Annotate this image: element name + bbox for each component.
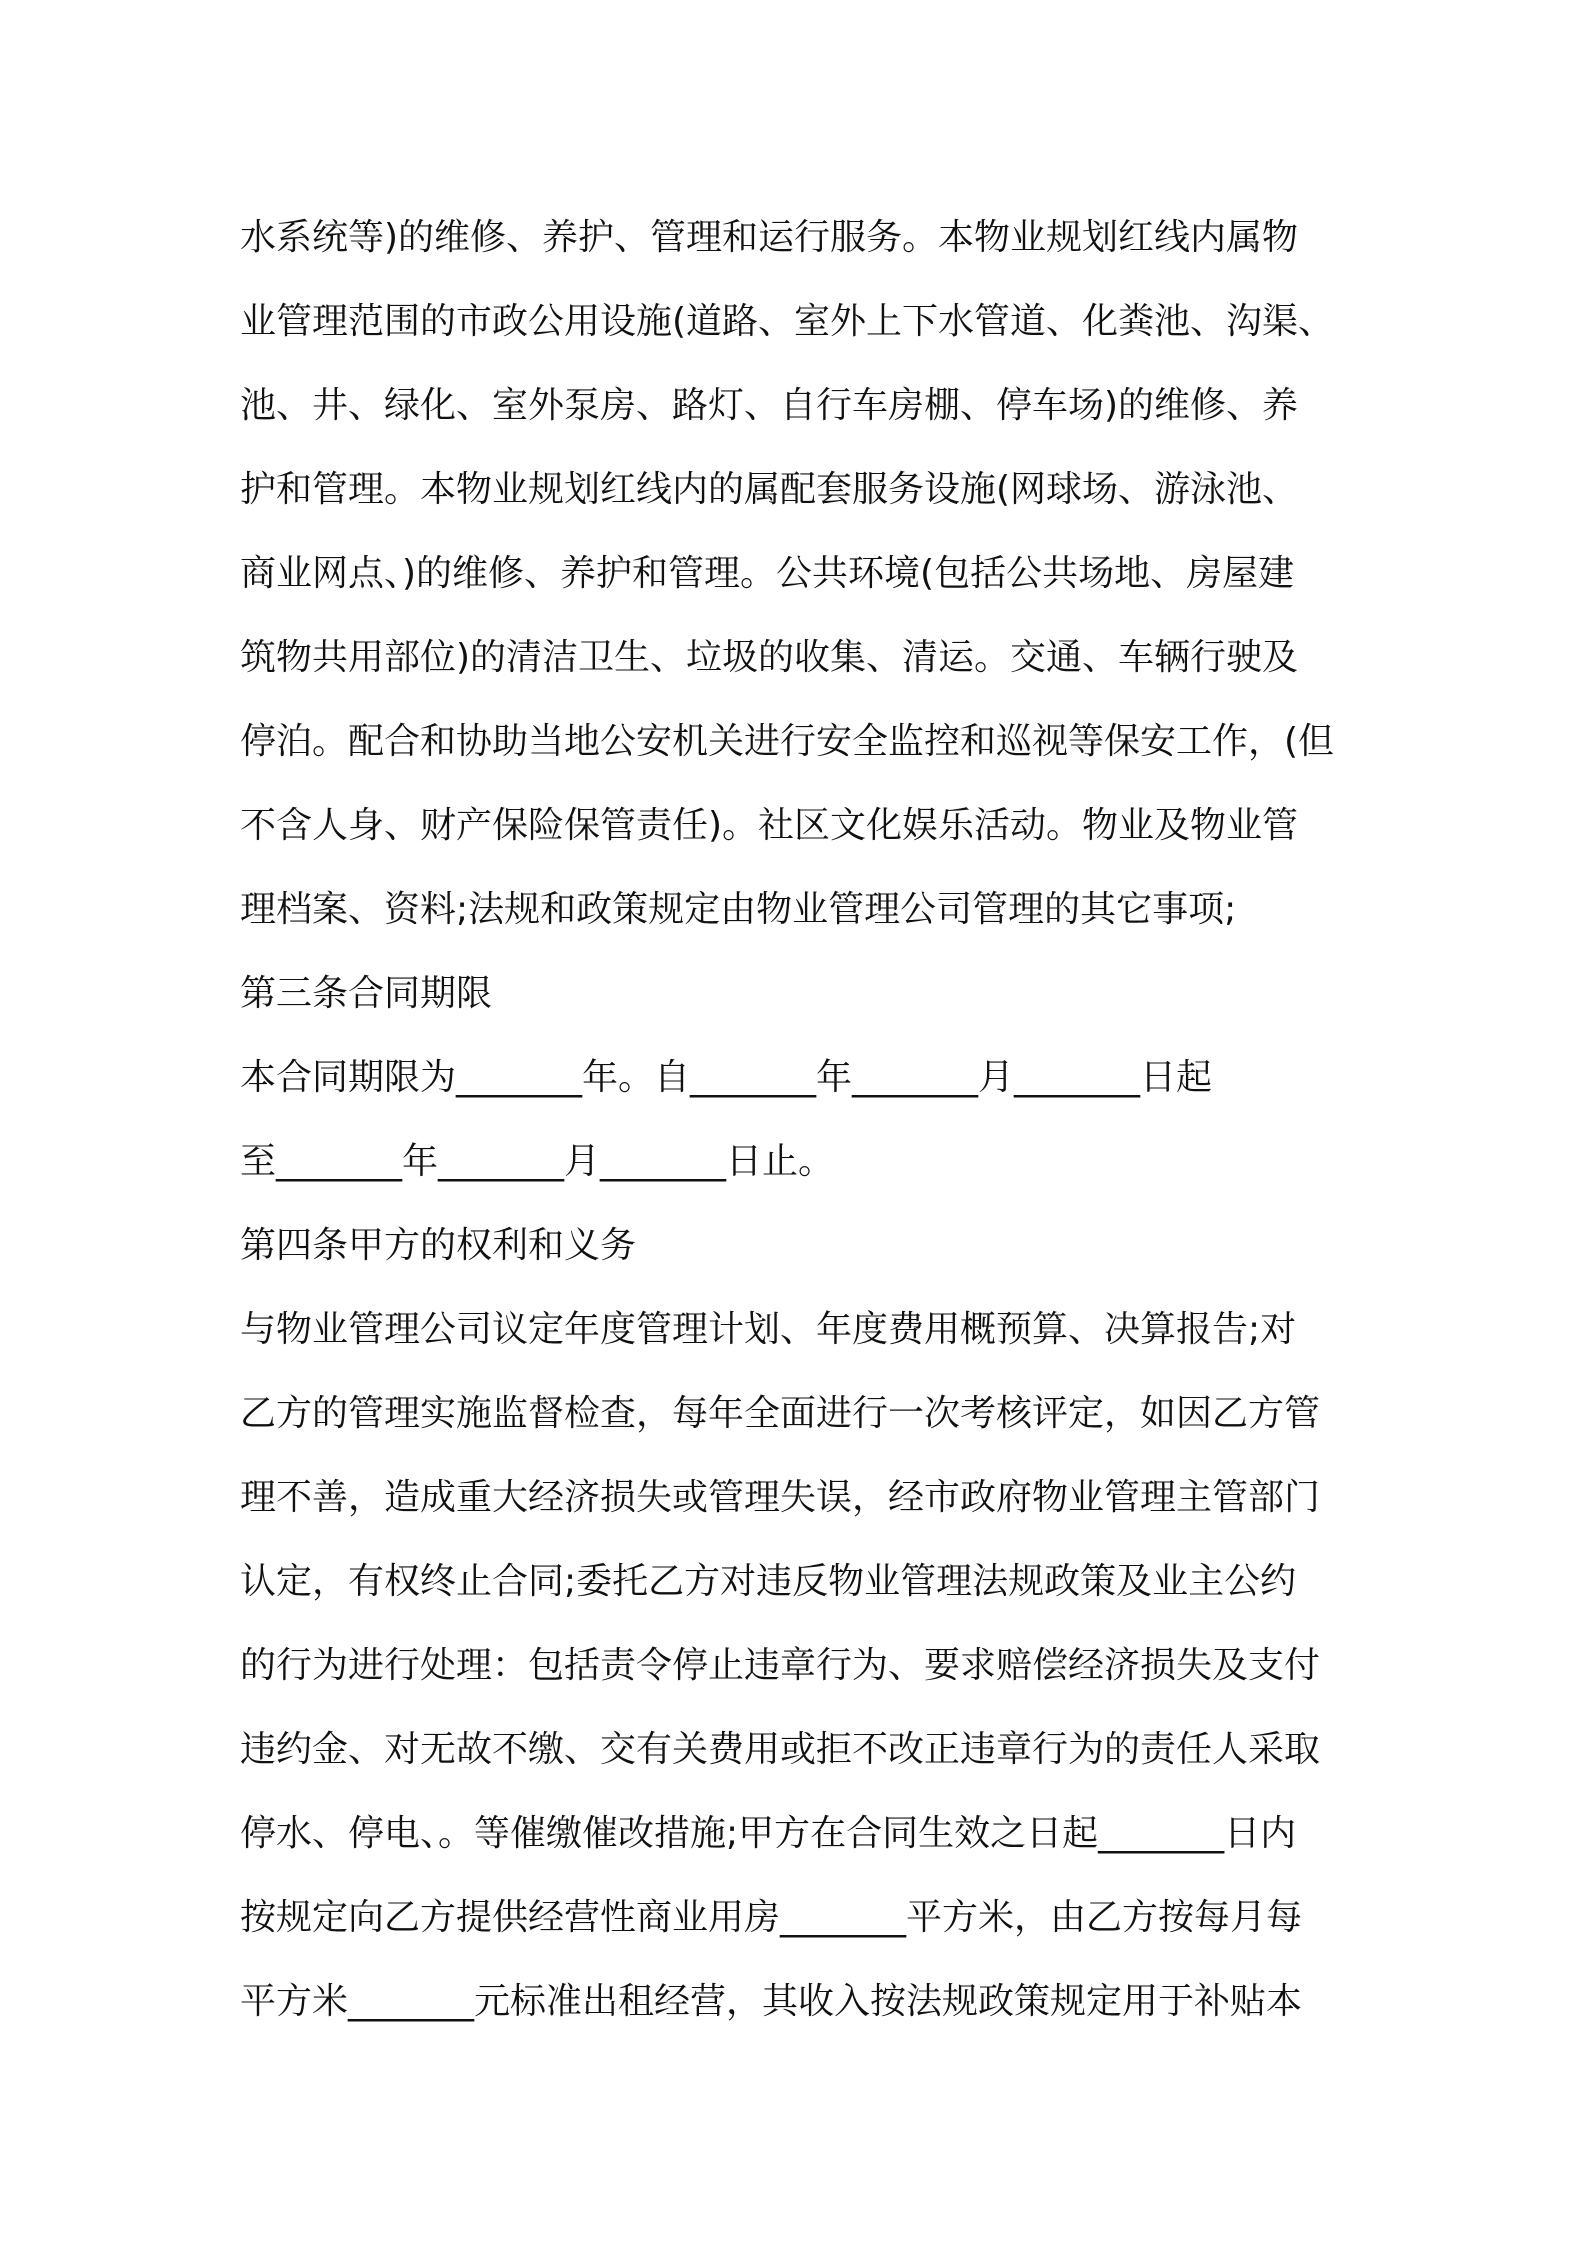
contract-term-line: 至_______年_______月_______日止。 [240, 1141, 835, 1182]
body-text-line: 的行为进行处理：包括责令停止违章行为、要求赔偿经济损失及支付 [240, 1645, 1321, 1686]
section-heading-article-3: 第三条合同期限 [240, 973, 493, 1014]
body-text-line: 护和管理。本物业规划红线内的属配套服务设施(网球场、游泳池、 [240, 469, 1299, 510]
section-heading-article-4: 第四条甲方的权利和义务 [240, 1225, 637, 1266]
body-text-line: 筑物共用部位)的清洁卫生、垃圾的收集、清运。交通、车辆行驶及 [240, 637, 1299, 678]
body-text-line: 平方米_______元标准出租经营，其收入按法规政策规定用于补贴本 [240, 1981, 1303, 2022]
body-text-line: 认定，有权终止合同;委托乙方对违反物业管理法规政策及业主公约 [240, 1561, 1297, 1602]
body-text-line: 按规定向乙方提供经营性商业用房_______平方米，由乙方按每月每 [240, 1897, 1303, 1938]
body-text-line: 理不善，造成重大经济损失或管理失误，经市政府物业管理主管部门 [240, 1477, 1321, 1518]
body-text-line: 池、井、绿化、室外泵房、路灯、自行车房棚、停车场)的维修、养 [240, 385, 1299, 426]
document-body [240, 196, 1350, 2044]
body-text-line: 乙方的管理实施监督检查，每年全面进行一次考核评定，如因乙方管 [240, 1393, 1321, 1434]
body-text-line: 违约金、对无故不缴、交有关费用或拒不改正违章行为的责任人采取 [240, 1729, 1321, 1770]
body-text-line: 停水、停电、。等催缴催改措施;甲方在合同生效之日起_______日内 [240, 1813, 1297, 1854]
body-text-line: 停泊。配合和协助当地公安机关进行安全监控和巡视等保安工作，(但 [240, 721, 1335, 762]
body-text-line: 水系统等)的维修、养护、管理和运行服务。本物业规划红线内属物 [240, 217, 1299, 258]
body-text-line: 与物业管理公司议定年度管理计划、年度费用概预算、决算报告;对 [240, 1309, 1297, 1350]
body-text-line: 理档案、资料;法规和政策规定由物业管理公司管理的其它事项; [240, 889, 1237, 930]
body-text-line: 商业网点、)的维修、养护和管理。公共环境(包括公共场地、房屋建 [240, 553, 1295, 594]
body-text-line: 业管理范围的市政公用设施(道路、室外上下水管道、化粪池、沟渠、 [240, 301, 1335, 342]
contract-term-line: 本合同期限为_______年。自_______年_______月_______日起 [240, 1057, 1213, 1098]
body-text-line: 不含人身、财产保险保管责任)。社区文化娱乐活动。物业及物业管 [240, 805, 1299, 846]
